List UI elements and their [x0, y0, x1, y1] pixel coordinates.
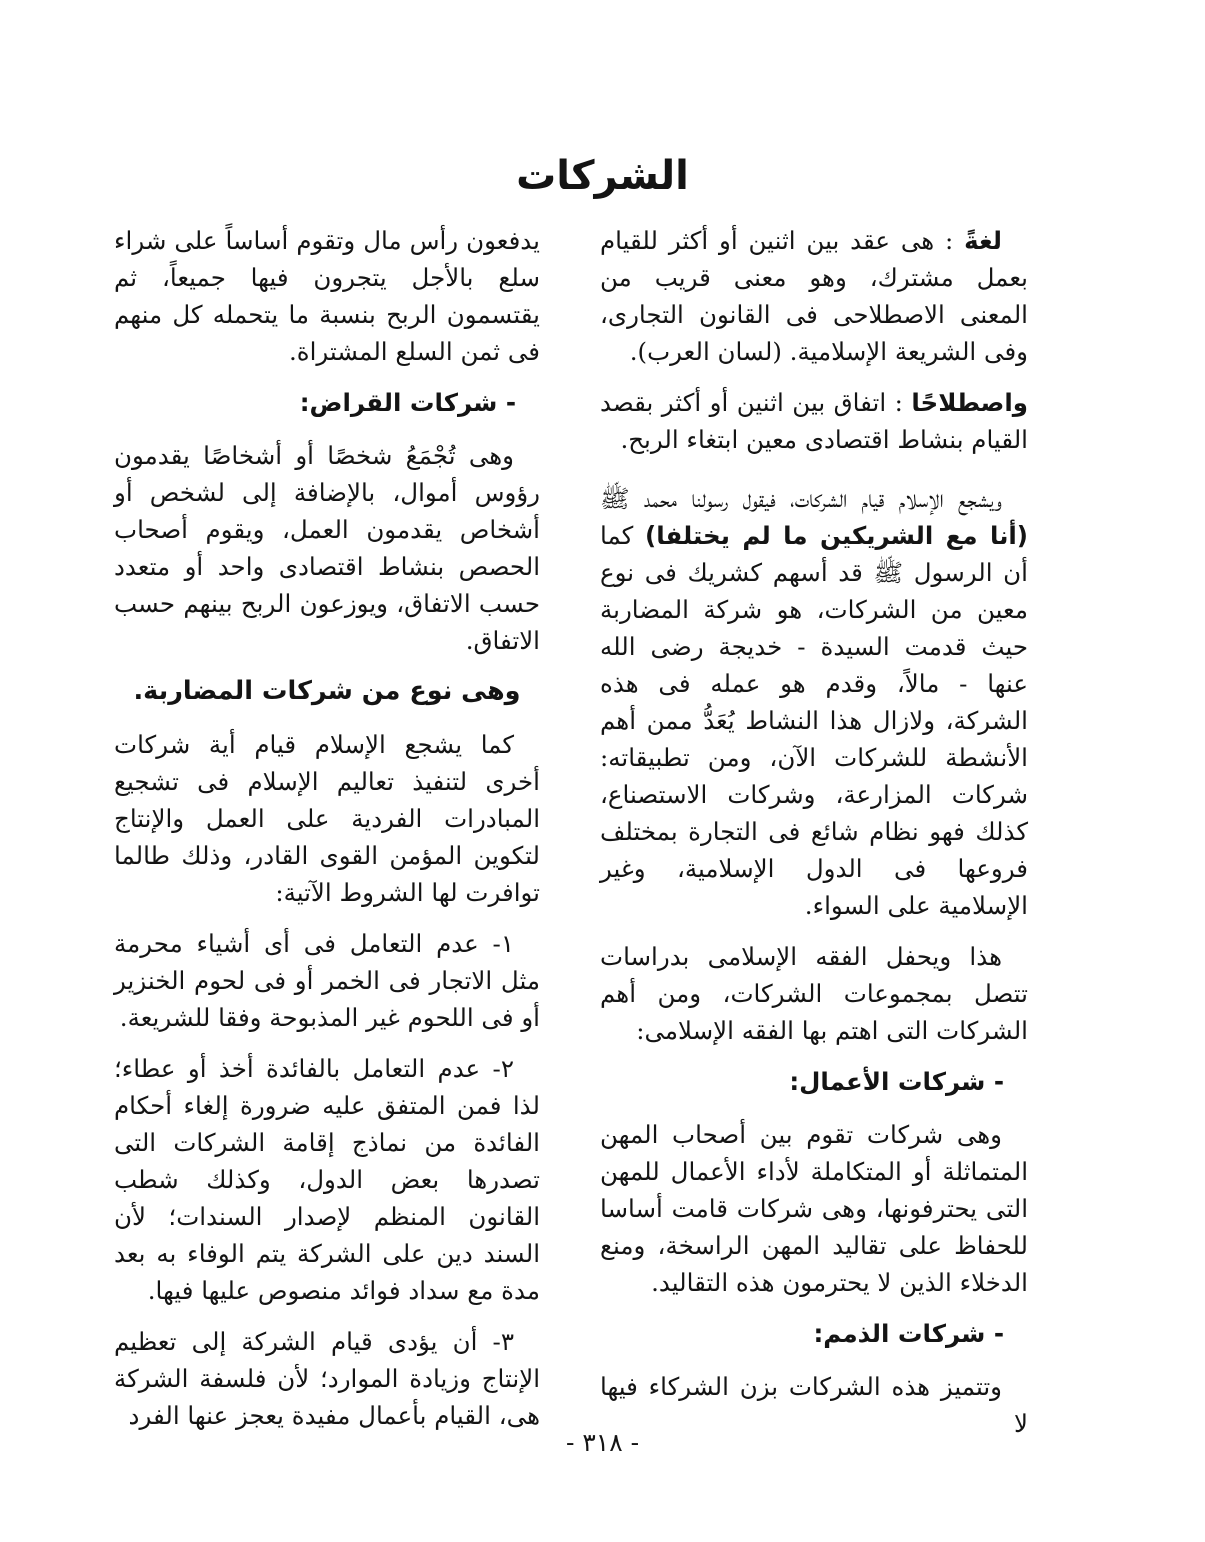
hadith-quote: (أنا مع الشريكين ما لم يختلفا) [645, 521, 1028, 550]
lugha-definition [600, 222, 1028, 370]
p3-body: كما أن الرسول ﷺ قد أسهم كشريك فى نوع معين من الشركات، هو شركة المضاربة حيث قدمت السيدة - خديجة رضى الله عنها - مالاً، وقدم هو عمله فى هذه الشركة، ولازال هذا النشاط يُعَدُّ ممن أهم الأنشطة للشركات الآن، ومن تطبيقاته: شركات المزارعة، وشركات الاستصناع، كذلك فهو نظام شائع فى التجارة بمختلف فروعها فى الدول الإسلامية، وغير الإسلامية على السواء. [600, 521, 1028, 920]
condition-2: ٢- عدم التعامل بالفائدة أخذ أو عطاء؛ لذا فمن المتفق عليه ضرورة إلغاء أحكام الفائدة من نماذج إقامة الشركات التى تصدرها بعض الدول، وكذلك شطب القانون المنظم لإصدار السندات؛ لأن السند دين على الشركة يتم الوفاء به بعد مدة مع سداد فوائد منصوص عليها فيها. [114, 1054, 540, 1305]
qirad-paragraph: وهى تُجْمَعُ شخصًا أو أشخاصًا يقدمون رؤوس أموال، بالإضافة إلى لشخص أو أشخاص يقدمون العمل، ويقوم أصحاب الحصص بنشاط اقتصادى واحد أو متعدد حسب الاتفاق، ويوزعون الربح بينهم حسب الاتفاق. [114, 441, 540, 655]
mudaraba-heading: وهى نوع من شركات المضاربة. [133, 676, 521, 706]
istilah-term: واصطلاحًا [911, 388, 1028, 417]
condition-3: ٣- أن يؤدى قيام الشركة إلى تعظيم الإنتاج وزيادة الموارد؛ لأن فلسفة الشركة هى، القيام بأعمال مفيدة يعجز عنها الفرد [114, 1327, 540, 1430]
page-title: الشركات [516, 153, 689, 199]
aamal-paragraph: وهى شركات تقوم بين أصحاب المهن المتماثلة أو المتكاملة لأداء الأعمال للمهن التى يحترفونها، وهى شركات قامت أساسا للحفاظ على تقاليد المهن الراسخة، ومنع الدخلاء الذين لا يحترمون هذه التقاليد. [600, 1120, 1028, 1297]
islam-encourages-paragraph [600, 480, 1028, 924]
condition-1: ١- عدم التعامل فى أى أشياء محرمة مثل الاتجار فى الخمر أو فى لحوم الخنزير أو فى اللحوم غير المذبوحة وفقا للشريعة. [114, 929, 540, 1032]
istilah-definition [600, 384, 1028, 458]
page-number: - ٣١٨ - [565, 1428, 640, 1457]
continuation-paragraph: يدفعون رأس مال وتقوم أساساً على شراء سلع بالأجل يتجرون فيها جميعاً، ثم يقتسمون الربح بنسبة ما يتحمله كل منهم فى ثمن السلع المشتراة. [114, 226, 540, 366]
conditions-intro-paragraph: كما يشجع الإسلام قيام أية شركات أخرى لتنفيذ تعاليم الإسلام فى تشجيع المبادرات الفردية على العمل والإنتاج لتكوين المؤمن القوى القادر، وذلك طالما توافرت لها الشروط الآتية: [114, 730, 540, 907]
fiqh-paragraph: هذا ويحفل الفقه الإسلامى بدراسات تتصل بمجموعات الشركات، ومن أهم الشركات التى اهتم بها الفقه الإسلامى: [600, 942, 1028, 1045]
left-column [114, 222, 540, 1448]
subheading-qirad: - شركات القراض: [299, 388, 516, 417]
p3-intro: ويشجع الإسلام قيام الشركات، فيقول رسولنا محمد ﷺ [600, 484, 1002, 513]
lugha-text: : هى عقد بين اثنين أو أكثر للقيام بعمل مشترك، وهو معنى قريب من المعنى الاصطلاحى فى القانون التجارى، وفى الشريعة الإسلامية. (لسان العرب). [600, 226, 1028, 366]
dhimam-paragraph: وتتميز هذه الشركات بزن الشركاء فيها لا [600, 1372, 1028, 1438]
subheading-aamal: - شركات الأعمال: [789, 1067, 1004, 1096]
subheading-dhimam: - شركات الذمم: [813, 1319, 1004, 1348]
lugha-term: لغةً [964, 226, 1002, 255]
istilah-text: : اتفاق بين اثنين أو أكثر بقصد القيام بنشاط اقتصادى معين ابتغاء الربح. [600, 388, 1028, 454]
right-column [600, 222, 1028, 1456]
